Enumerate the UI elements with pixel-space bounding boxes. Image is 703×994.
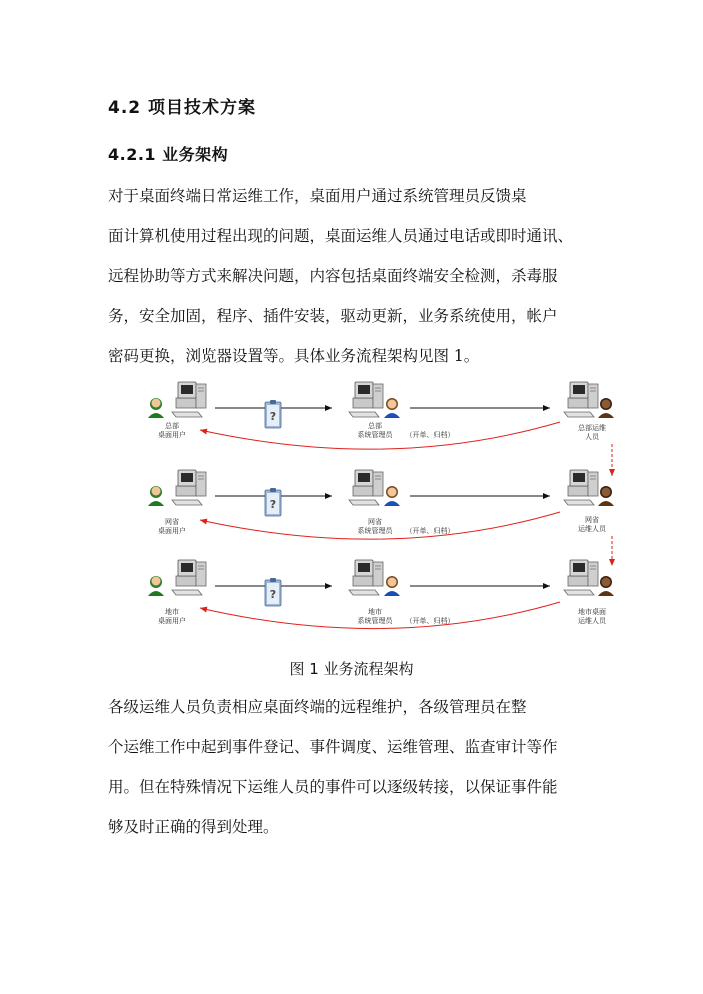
paragraph-line: 务，安全加固，程序、插件安装，驱动更新，业务系统使用，帐户 xyxy=(108,307,558,325)
paragraph-line: 够及时正确的得到处理。 xyxy=(108,818,279,836)
user-label-line1: 地市 xyxy=(165,608,179,616)
ops-label-line2: 运维人员 xyxy=(578,617,606,625)
admin-label-line1: 网省 xyxy=(368,518,382,526)
figure-caption: 图 1 业务流程架构 xyxy=(289,660,414,678)
paragraph-line: 密码更换，浏览器设置等。具体业务流程架构见图 1。 xyxy=(108,347,480,365)
ops-computer-icon xyxy=(564,560,598,595)
section-heading: 4.2 项目技术方案 xyxy=(108,98,257,118)
paragraph-line: 远程协助等方式来解决问题，内容包括桌面终端安全检测，杀毒服 xyxy=(108,267,558,285)
ticket-clipboard-icon xyxy=(265,400,281,428)
admin-label-line2: 系统管理员 xyxy=(357,431,393,439)
flow-row-city xyxy=(148,560,614,629)
admin-computer-icon xyxy=(349,470,383,505)
ops-label-line1: 总部运维 xyxy=(578,424,606,432)
flow-row-hq xyxy=(148,382,614,449)
admin-note: （开单、归档） xyxy=(405,527,455,535)
ops-label-line2: 运维人员 xyxy=(578,525,606,533)
ops-computer-icon xyxy=(564,470,598,505)
ticket-clipboard-icon xyxy=(265,488,281,516)
user-person-icon xyxy=(148,576,164,596)
admin-label-line1: 总部 xyxy=(368,422,382,430)
user-label-line2: 桌面用户 xyxy=(158,527,186,535)
ops-person-icon xyxy=(598,398,614,418)
ops-person-icon xyxy=(598,486,614,506)
admin-person-icon xyxy=(384,576,400,596)
admin-note: （开单、归档） xyxy=(405,431,455,439)
user-label-line1: 网省 xyxy=(165,518,179,526)
user-computer-icon xyxy=(172,560,206,595)
user-person-icon xyxy=(148,486,164,506)
paragraph-line: 面计算机使用过程出现的问题，桌面运维人员通过电话或即时通讯、 xyxy=(108,227,574,245)
paragraph-line: 用。但在特殊情况下运维人员的事件可以逐级转接，以保证事件能 xyxy=(108,778,558,796)
responsibility-paragraph xyxy=(108,687,598,847)
user-label-line2: 桌面用户 xyxy=(158,617,186,625)
ticket-clipboard-icon xyxy=(265,578,281,606)
user-person-icon xyxy=(148,398,164,418)
user-computer-icon xyxy=(172,470,206,505)
user-label-line1: 总部 xyxy=(165,422,179,430)
ops-label-line1: 网省 xyxy=(585,516,599,524)
ops-label-line1: 地市桌面 xyxy=(578,608,606,616)
admin-note: （开单、归档） xyxy=(405,617,455,625)
admin-label-line1: 地市 xyxy=(368,608,382,616)
admin-person-icon xyxy=(384,486,400,506)
admin-computer-icon xyxy=(349,382,383,417)
user-label-line2: 桌面用户 xyxy=(158,431,186,439)
ops-computer-icon xyxy=(564,382,598,417)
business-flow-diagram: ? 总部 桌面用户 总部 系统管理员 （开单、归档） 总部运维 人员 网省 桌面用户 网省 系统管理员 （开单、归档） 网省 运维人员 地市 桌面用户 地市 系统管理员 （开单、归档） 地市桌面 运维人员 xyxy=(0,372,703,642)
admin-computer-icon xyxy=(349,560,383,595)
subsection-heading: 4.2.1 业务架构 xyxy=(108,145,229,164)
user-computer-icon xyxy=(172,382,206,417)
admin-label-line2: 系统管理员 xyxy=(357,527,393,535)
flow-row-province xyxy=(148,470,614,539)
ops-person-icon xyxy=(598,576,614,596)
paragraph-line: 个运维工作中起到事件登记、事件调度、运维管理、监查审计等作 xyxy=(108,738,558,756)
ops-label-line2: 人员 xyxy=(585,433,599,441)
intro-paragraph xyxy=(108,176,598,376)
paragraph-line: 各级运维人员负责相应桌面终端的远程维护，各级管理员在整 xyxy=(108,698,527,716)
admin-person-icon xyxy=(384,398,400,418)
paragraph-line: 对于桌面终端日常运维工作，桌面用户通过系统管理员反馈桌 xyxy=(108,187,527,205)
admin-label-line2: 系统管理员 xyxy=(357,617,393,625)
